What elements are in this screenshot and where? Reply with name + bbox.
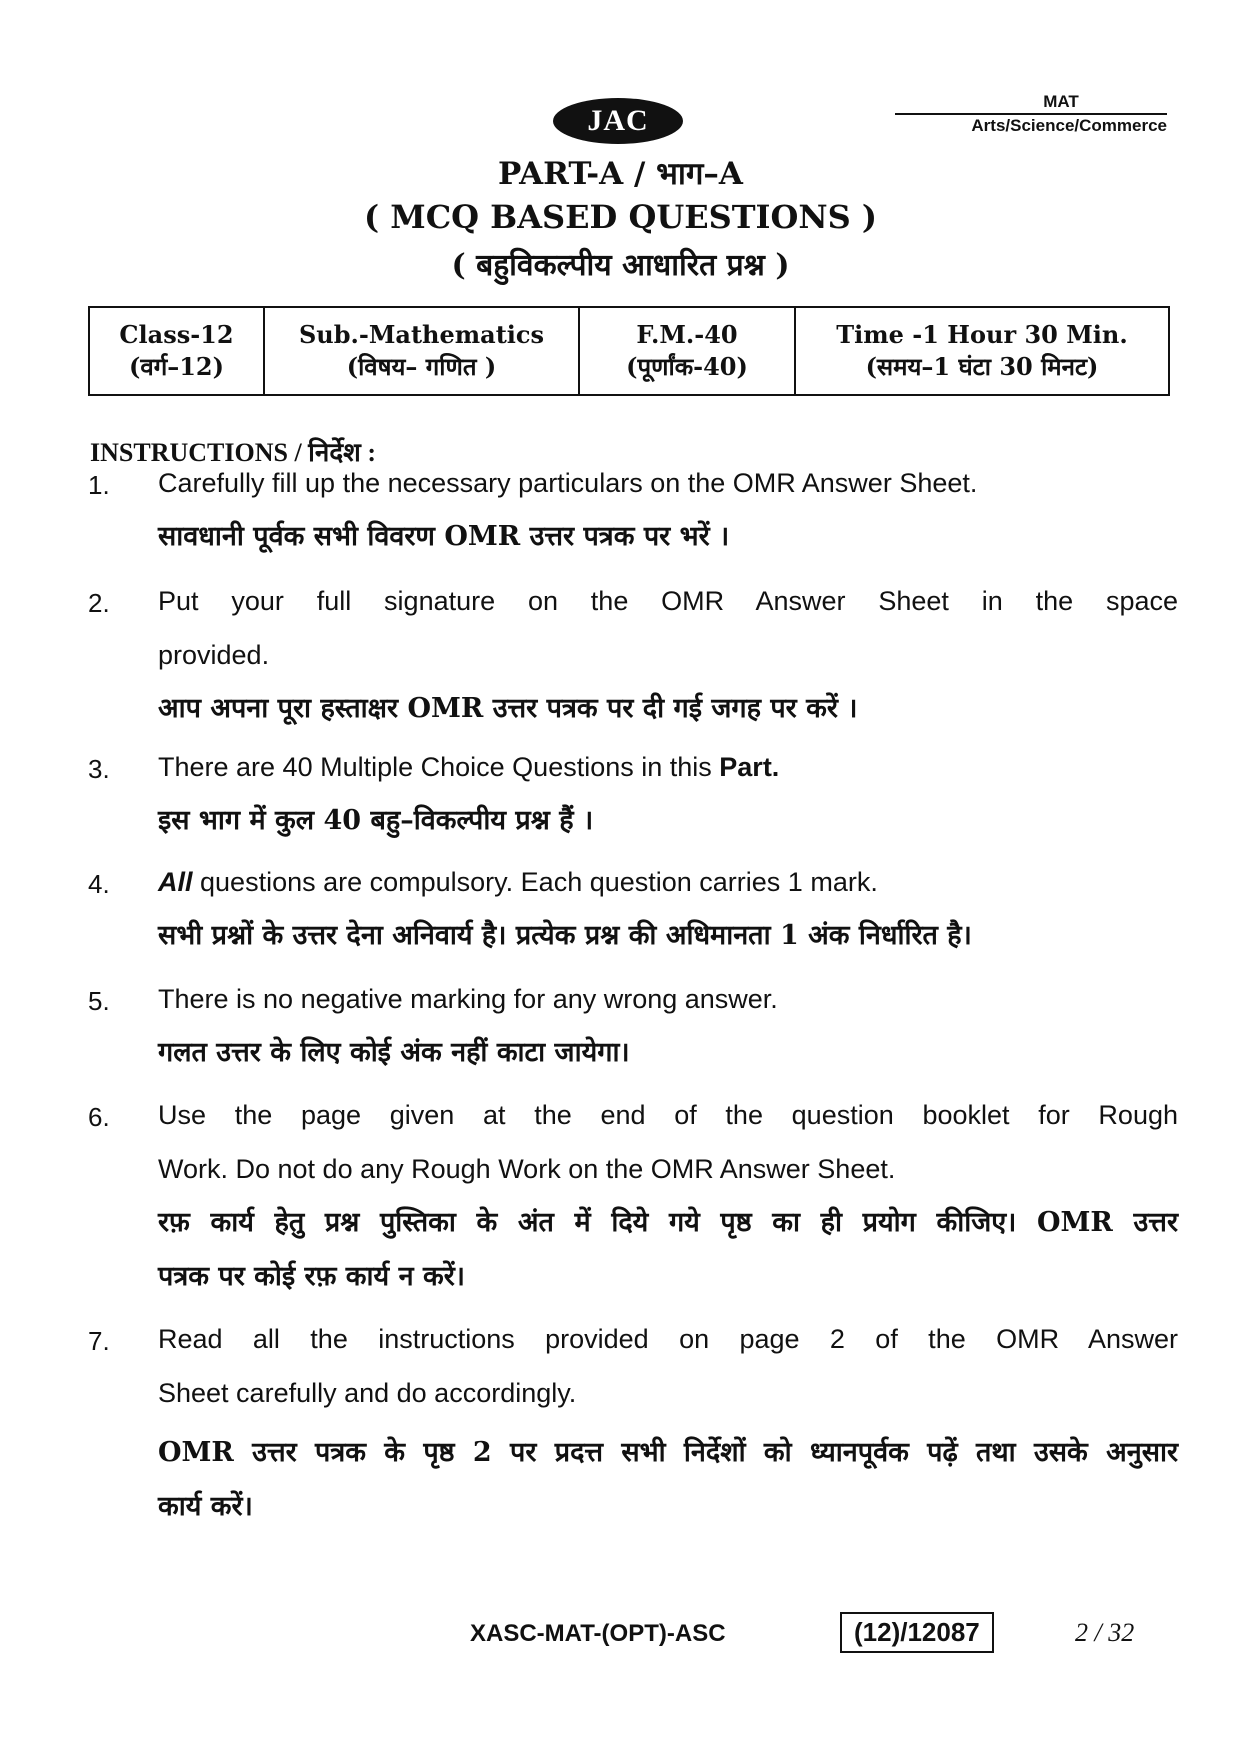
logo-text: JAC (587, 104, 649, 137)
item-number: 1. (88, 470, 110, 500)
instruction-en: Read all the instructions provided on page 2 of the OMR Answer (158, 1324, 1178, 1354)
class-hi: (वर्ग–12) (129, 352, 224, 381)
stream-label: Arts/Science/Commerce (971, 116, 1167, 135)
instruction-en-text: There are 40 Multiple Choice Questions in this (158, 752, 720, 782)
instruction-hi: सभी प्रश्नों के उत्तर देना अनिवार्य है। प्रत्येक प्रश्न की अधिमानता 1 अंक निर्धारित है। (158, 920, 972, 951)
instruction-en (158, 740, 1178, 794)
booklet-code: XASC-MAT-(OPT)-ASC (470, 1620, 726, 1647)
instruction-item (88, 574, 1178, 736)
instruction-hi: रफ़ कार्य हेतु प्रश्न पुस्तिका के अंत में दिये गये पृष्ठ का ही प्रयोग कीजिए। OMR उत्तर (158, 1207, 1178, 1238)
item-number: 3. (88, 754, 110, 784)
stream-code: MAT (895, 92, 1167, 115)
item-number: 2. (88, 588, 110, 618)
instruction-en: Work. Do not do any Rough Work on the OMR Answer Sheet. (158, 1154, 896, 1184)
booklet-number-box: (12)/12087 (840, 1612, 994, 1653)
instructions-heading: INSTRUCTIONS / निर्देश : (90, 438, 376, 467)
class-cell (90, 308, 265, 394)
instruction-hi: आप अपना पूरा हस्ताक्षर OMR उत्तर पत्रक पर दी गई जगह पर करें । (158, 693, 858, 724)
instruction-hi: इस भाग में कुल 40 बहु–विकल्पीय प्रश्न हैं । (158, 805, 594, 836)
instruction-en-emphasis: All (158, 867, 193, 897)
instruction-hi: कार्य करें। (158, 1491, 253, 1522)
subject-cell (265, 308, 580, 394)
instruction-en (158, 855, 1178, 909)
instruction-en: There is no negative marking for any wrong answer. (158, 984, 778, 1014)
stream-box (895, 92, 1167, 136)
instruction-item (88, 1312, 1178, 1534)
instruction-hi: गलत उत्तर के लिए कोई अंक नहीं काटा जायेगा। (158, 1037, 630, 1068)
page-number: 2 / 32 (1075, 1618, 1135, 1647)
time-cell (796, 308, 1168, 394)
info-table (88, 306, 1170, 396)
instruction-en: Sheet carefully and do accordingly. (158, 1378, 577, 1408)
item-number: 6. (88, 1102, 110, 1132)
instruction-en: Use the page given at the end of the question booklet for Rough (158, 1100, 1178, 1130)
instruction-en: Put your full signature on the OMR Answer Sheet in the space (158, 586, 1178, 616)
instruction-en-text: questions are compulsory. Each question carries 1 mark. (192, 867, 878, 897)
instruction-hi: पत्रक पर कोई रफ़ कार्य न करें। (158, 1261, 465, 1292)
time-hi: (समय–1 घंटा 30 मिनट) (865, 352, 1099, 381)
item-number: 4. (88, 869, 110, 899)
instruction-item (88, 855, 1178, 963)
class-en: Class-12 (119, 319, 234, 349)
marks-en: F.M.-40 (636, 319, 738, 349)
jac-logo (553, 98, 683, 144)
instruction-en: provided. (158, 640, 270, 670)
instruction-item (88, 456, 1178, 564)
item-number: 5. (88, 986, 110, 1016)
instruction-item (88, 972, 1178, 1080)
instruction-hi: सावधानी पूर्वक सभी विवरण OMR उत्तर पत्रक पर भरें । (158, 521, 730, 552)
instruction-en-bold: Part. (719, 752, 780, 782)
subject-en: Sub.-Mathematics (298, 319, 545, 349)
instruction-hi: OMR उत्तर पत्रक के पृष्ठ 2 पर प्रदत्त सभी निर्देशों को ध्यानपूर्वक पढ़ें तथा उसके अनुसार (158, 1437, 1178, 1468)
marks-hi: (पूर्णांक-40) (626, 352, 748, 381)
instruction-item (88, 740, 1178, 848)
marks-cell (580, 308, 796, 394)
item-number: 7. (88, 1326, 110, 1356)
mcq-title: ( MCQ BASED QUESTIONS ) (363, 198, 878, 236)
instruction-item (88, 1088, 1178, 1304)
subject-hi: (विषय– गणित ) (346, 352, 497, 381)
instruction-en: Carefully fill up the necessary particulars on the OMR Answer Sheet. (158, 468, 978, 498)
time-en: Time -1 Hour 30 Min. (836, 319, 1128, 349)
part-title: PART-A / भाग–A (498, 156, 743, 192)
mcq-hindi-title: ( बहुविकल्पीय आधारित प्रश्न ) (451, 248, 790, 283)
